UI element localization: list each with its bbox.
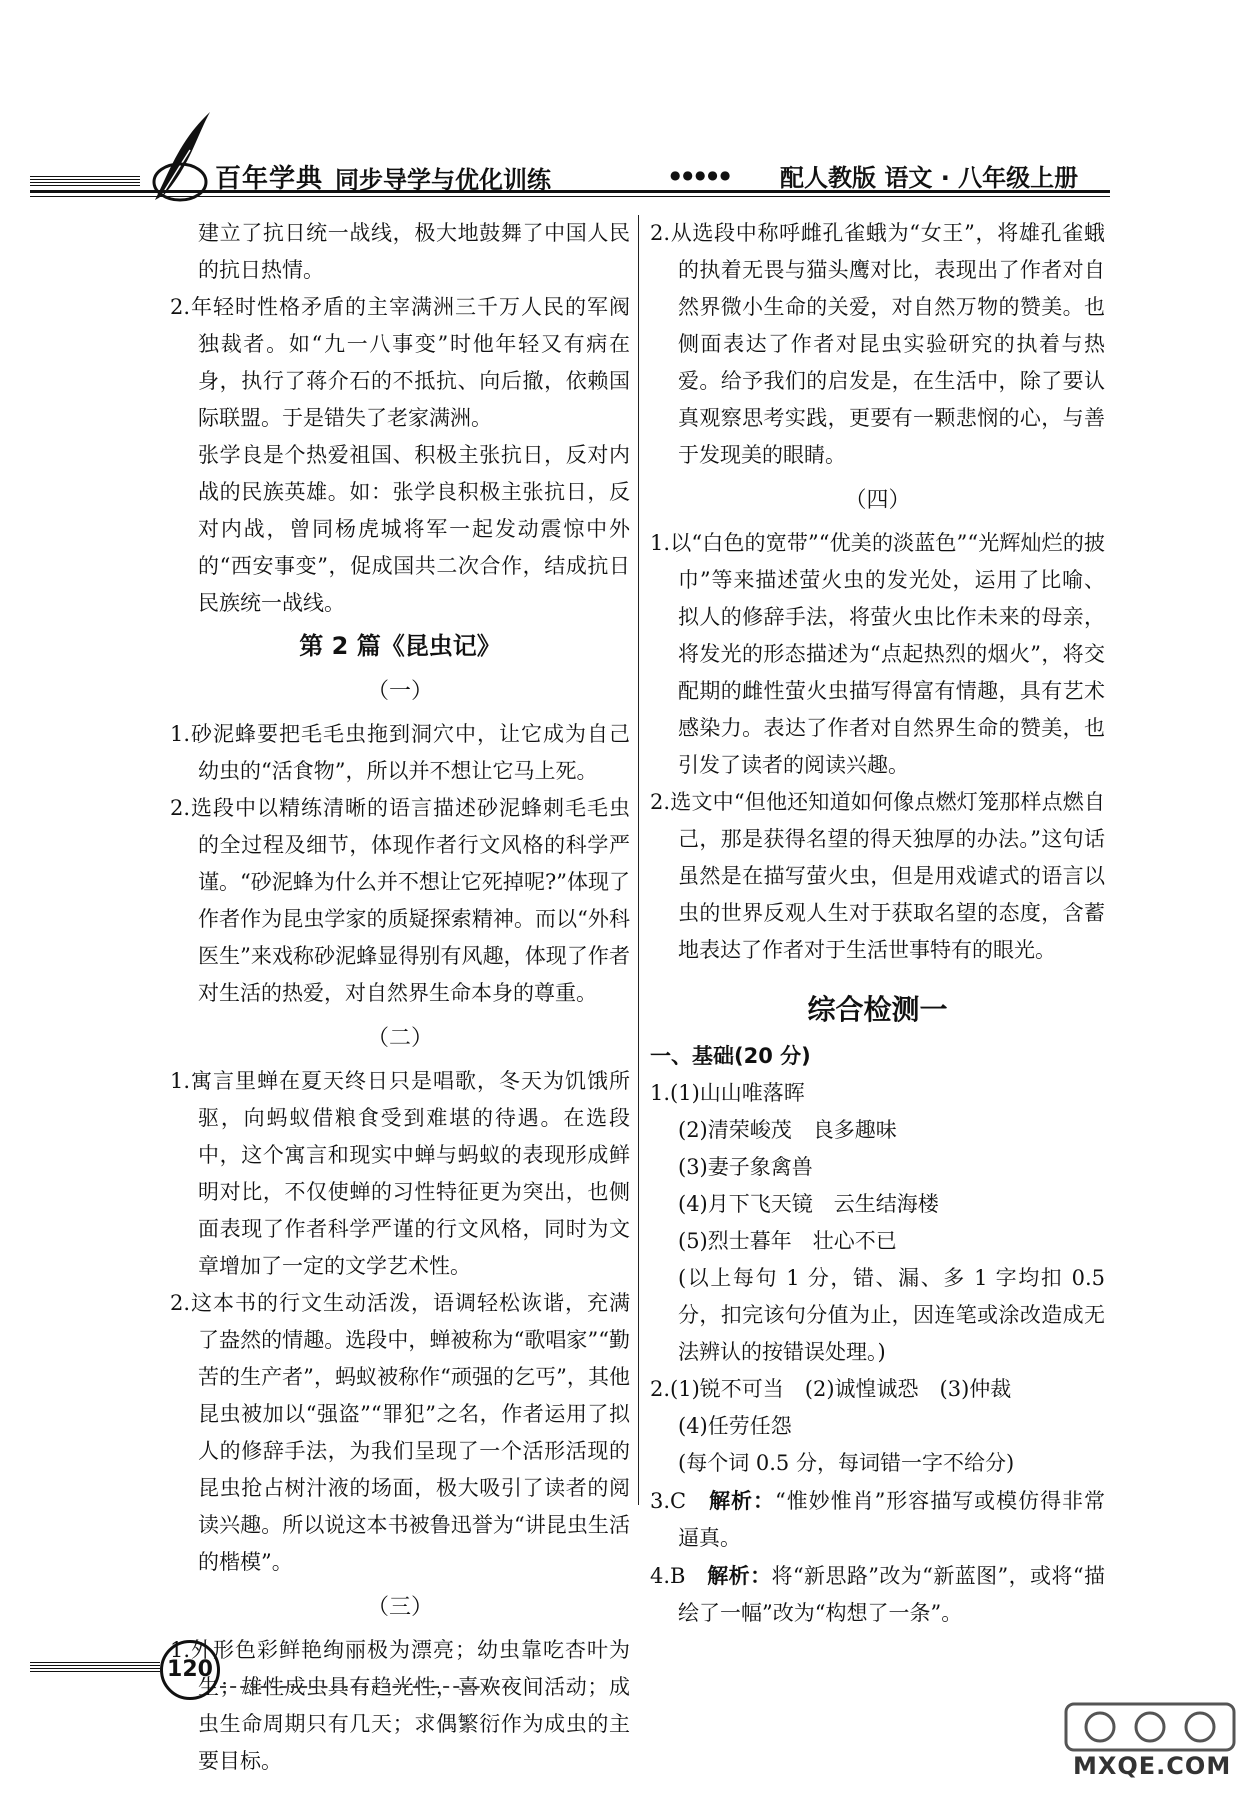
answer-item: 2.选文中“但他还知道如何像点燃灯笼那样点燃自己，那是获得名望的得天独厚的办法。”这句话虽然是在描写萤火虫，但是用戏谑式的语言以虫的世界反观人生对于获取名望的态度，含蓄地表达了作者对于生活世事特有的眼光。 <box>650 790 1105 962</box>
answer-item: 2.这本书的行文生动活泼，语调轻松诙谐，充满了盎然的情趣。选段中，蝉被称为“歌唱家”“勤苦的生产者”，蚂蚁被称作“顽强的乞丐”，其他昆虫被加以“强盗”“罪犯”之名，作者运用了拟人的修辞手法，为我们呈现了一个活形活现的昆虫抢占树汁液的场面，极大吸引了读者的阅读兴趣。所以说这本书被鲁迅誉为“讲昆虫生活的楷模”。 <box>170 1291 630 1574</box>
scoring-note: (每个词 0.5 分，每词错一字不给分) <box>678 1451 1015 1475</box>
left-column <box>170 215 630 1780</box>
test-title: 综合检测一 <box>807 993 948 1026</box>
answer-item: 2.年轻时性格矛盾的主宰满洲三千万人民的军阀独裁者。如“九一八事变”时他年轻又有病在身，执行了蒋介石的不抵抗、向后撤，依赖国际联盟。于是错失了老家满洲。 <box>170 295 630 430</box>
answer-item: 1.外形色彩鲜艳绚丽极为漂亮；幼虫靠吃杏叶为生；雄性成虫具有趋光性，喜欢夜间活动；成虫生命周期只有几天；求偶繁衍作为成虫的主要目标。 <box>170 1638 630 1773</box>
brand-title: 百年学典 <box>215 164 324 194</box>
edition-label: 配人教版 语文 · 八年级上册 <box>780 164 1079 192</box>
analysis-text: “惟妙惟肖”形容描写或模仿得非常逼真。 <box>678 1489 1106 1550</box>
answer-line: (2)清荣峻茂 良多趣味 <box>678 1118 897 1142</box>
header-dots: ●●●●● <box>670 168 733 182</box>
section-number: （二） <box>366 1026 433 1051</box>
chapter-heading: 第 2 篇《昆虫记》 <box>299 632 501 660</box>
scoring-note: (以上每句 1 分，错、漏、多 1 字均扣 0.5 分，扣完该句分值为止，因连笔或涂改造成无法辨认的按错误处理。) <box>678 1266 1105 1364</box>
page-footer <box>30 1640 510 1700</box>
answer-line: (4)任劳任怨 <box>678 1414 792 1438</box>
watermark-logo-icon <box>1060 1700 1240 1796</box>
answer-line: (5)烈士暮年 壮心不已 <box>678 1229 897 1253</box>
section-title: 一、基础(20 分) <box>650 1044 811 1068</box>
answer-choice: 4.B <box>650 1564 686 1588</box>
section-number: （一） <box>366 679 433 704</box>
header-rule-thin <box>30 196 1110 197</box>
page-header <box>30 110 1110 210</box>
answer-item: 1.寓言里蝉在夏天终日只是唱歌，冬天为饥饿所驱，向蚂蚁借粮食受到难堪的待遇。在选段中，这个寓言和现实中蝉与蚂蚁的表现形成鲜明对比，不仅使蝉的习性特征更为突出，也侧面表现了作者科学严谨的行文风格，同时为文章增加了一定的文学艺术性。 <box>170 1069 630 1278</box>
answer-item: 1.(1)山山唯落晖 <box>650 1081 805 1105</box>
answer-item: 2.从选段中称呼雌孔雀蛾为“女王”，将雄孔雀蛾的执着无畏与猫头鹰对比，表现出了作者对自然界微小生命的关爱，对自然万物的赞美。也侧面表达了作者对昆虫实验研究的执着与热爱。给予我们的启发是，在生活中，除了要认真观察思考实践，更要有一颗悲悯的心，与善于发现美的眼睛。 <box>650 221 1105 467</box>
answer-item: 1.以“白色的宽带”“优美的淡蓝色”“光辉灿烂的披巾”等来描述萤火虫的发光处，运用了比喻、拟人的修辞手法，将萤火虫比作未来的母亲，将发光的形态描述为“点起热烈的烟火”，将交配期的雌性萤火虫描写得富有情趣，具有艺术感染力。表达了作者对自然界生命的赞美，也引发了读者的阅读兴趣。 <box>650 531 1105 777</box>
brand-subtitle: 同步导学与优化训练 <box>335 166 551 194</box>
right-column <box>650 215 1105 1632</box>
answer-line: (3)妻子象禽兽 <box>678 1155 813 1179</box>
answer-choice: 3.C <box>650 1489 687 1513</box>
answer-paragraph: 张学良是个热爱祖国、积极主张抗日，反对内战的民族英雄。如：张学良积极主张抗日，反对内战，曾同杨虎城将军一起发动震惊中外的“西安事变”，促成国共二次合作，结成抗日民族统一战线。 <box>198 443 630 615</box>
footer-rule-lines <box>30 1662 160 1672</box>
header-rule-lines <box>30 176 140 186</box>
watermark-text: MXQE.COM <box>1073 1752 1232 1780</box>
analysis-text: 将“新思路”改为“新蓝图”，或将“描绘了一幅”改为“构想了一条”。 <box>678 1564 1106 1625</box>
column-divider <box>638 215 639 1505</box>
answer-line: (4)月下飞天镜 云生结海楼 <box>678 1192 939 1216</box>
page-number: 120 <box>160 1640 220 1700</box>
answer-item: 1.砂泥蜂要把毛毛虫拖到洞穴中，让它成为自己幼虫的“活食物”，所以并不想让它马上死。 <box>170 722 630 783</box>
section-number: （四） <box>844 488 911 513</box>
answer-item <box>650 1557 1105 1632</box>
section-number: （三） <box>366 1595 433 1620</box>
answer-item: 2.选段中以精练清晰的语言描述砂泥蜂刺毛毛虫的全过程及细节，体现作者行文风格的科学严谨。“砂泥蜂为什么并不想让它死掉呢?”体现了作者作为昆虫学家的质疑探索精神。而以“外科医生”来戏称砂泥蜂显得别有风趣，体现了作者对生活的热爱，对自然界生命本身的尊重。 <box>170 796 630 1005</box>
answer-paragraph: 建立了抗日统一战线，极大地鼓舞了中国人民的抗日热情。 <box>198 221 630 282</box>
analysis-tag: 解析： <box>707 1563 772 1588</box>
footer-dashed-rule <box>220 1686 510 1688</box>
answer-item: 2.(1)锐不可当 (2)诚惶诚恐 (3)仲裁 <box>650 1377 1012 1401</box>
analysis-tag: 解析： <box>709 1488 775 1513</box>
answer-item <box>650 1482 1105 1557</box>
